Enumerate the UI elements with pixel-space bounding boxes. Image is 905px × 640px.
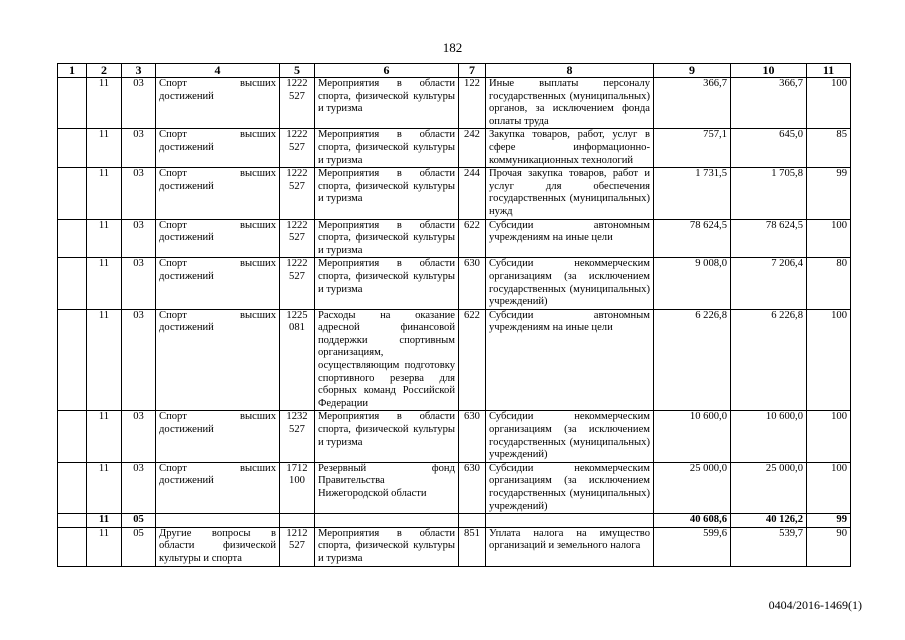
cell-percent: 85 <box>807 129 851 168</box>
cell-purpose: Мероприятия в области спорта, физической культуры и туризма <box>315 411 459 462</box>
cell-purpose: Расходы на оказание адресной финансовой поддержки спортивным организациям, осуществляющим подготовку спортивного резерва для сборных команд Российской Федерации <box>315 309 459 411</box>
cell-target-code <box>280 527 315 566</box>
cell-expense-code: 851 <box>459 527 486 566</box>
cell-purpose: Мероприятия в области спорта, физической культуры и туризма <box>315 219 459 258</box>
cell-name: Спорт высших достижений <box>156 411 280 462</box>
cell-expense-type: Субсидии автономным учреждениям на иные цели <box>486 309 654 411</box>
cell-expense-code: 122 <box>459 78 486 129</box>
cell-plan: 6 226,8 <box>654 309 731 411</box>
cell-expense-code: 622 <box>459 309 486 411</box>
cell-percent: 80 <box>807 258 851 309</box>
cell-executed: 10 600,0 <box>731 411 807 462</box>
cell-expense-type: Субсидии некоммерческим организациям (за исключением государственных (муниципальных) учреждений) <box>486 258 654 309</box>
code-part-b: 527 <box>289 232 305 244</box>
cell-col1 <box>58 309 87 411</box>
cell-target-code <box>280 219 315 258</box>
cell-percent-total: 99 <box>807 514 851 528</box>
col-header-6: 6 <box>315 64 459 78</box>
cell-expense-type: Уплата налога на имущество организаций и земельного налога <box>486 527 654 566</box>
cell-executed: 6 226,8 <box>731 309 807 411</box>
code-part-a: 1222 <box>286 168 308 180</box>
cell-expense-type: Субсидии некоммерческим организациям (за исключением государственных (муниципальных) учреждений) <box>486 411 654 462</box>
cell-subsection: 05 <box>122 527 156 566</box>
col-header-7: 7 <box>459 64 486 78</box>
code-part-a: 1222 <box>286 78 308 89</box>
col-header-11: 11 <box>807 64 851 78</box>
cell-subsection: 03 <box>122 309 156 411</box>
col-header-2: 2 <box>87 64 122 78</box>
col-header-8: 8 <box>486 64 654 78</box>
cell-section: 11 <box>87 219 122 258</box>
cell-plan: 1 731,5 <box>654 168 731 219</box>
cell-subsection: 03 <box>122 462 156 513</box>
table-row <box>58 78 851 129</box>
table-row <box>58 219 851 258</box>
cell-section: 11 <box>87 462 122 513</box>
cell-expense-code: 630 <box>459 411 486 462</box>
cell-expense-code: 630 <box>459 258 486 309</box>
col-header-3: 3 <box>122 64 156 78</box>
cell-subsection: 03 <box>122 219 156 258</box>
cell-expense-code: 622 <box>459 219 486 258</box>
cell-name: Спорт высших достижений <box>156 258 280 309</box>
cell-expense-type: Субсидии автономным учреждениям на иные цели <box>486 219 654 258</box>
code-part-a: 1222 <box>286 258 308 270</box>
cell-target-code <box>280 78 315 129</box>
code-part-b: 527 <box>289 424 305 436</box>
col-header-4: 4 <box>156 64 280 78</box>
cell-percent: 90 <box>807 527 851 566</box>
code-part-b: 527 <box>289 141 305 153</box>
cell-section: 11 <box>87 78 122 129</box>
code-part-b: 527 <box>289 90 305 102</box>
cell-purpose: Мероприятия в области спорта, физической культуры и туризма <box>315 258 459 309</box>
code-part-a: 1712 <box>286 462 308 474</box>
cell-purpose: Мероприятия в области спорта, физической культуры и туризма <box>315 168 459 219</box>
col-header-9: 9 <box>654 64 731 78</box>
code-part-b: 527 <box>289 180 305 192</box>
cell-expense-code: 244 <box>459 168 486 219</box>
cell-percent: 100 <box>807 411 851 462</box>
cell-target-code <box>280 168 315 219</box>
cell-subsection: 05 <box>122 514 156 528</box>
code-part-b: 527 <box>289 540 305 552</box>
code-part-a: 1225 <box>286 309 308 321</box>
cell-plan: 366,7 <box>654 78 731 129</box>
code-part-a: 1222 <box>286 219 308 231</box>
cell-plan: 78 624,5 <box>654 219 731 258</box>
cell-empty <box>280 514 315 528</box>
cell-plan: 9 008,0 <box>654 258 731 309</box>
cell-empty <box>156 514 280 528</box>
cell-percent: 99 <box>807 168 851 219</box>
cell-plan: 599,6 <box>654 527 731 566</box>
cell-executed: 366,7 <box>731 78 807 129</box>
header-row <box>58 64 851 78</box>
cell-executed: 645,0 <box>731 129 807 168</box>
document-code: 0404/2016-1469(1) <box>768 598 862 612</box>
cell-plan-total: 40 608,6 <box>654 514 731 528</box>
cell-percent: 100 <box>807 309 851 411</box>
cell-col1 <box>58 258 87 309</box>
cell-executed: 78 624,5 <box>731 219 807 258</box>
cell-section: 11 <box>87 309 122 411</box>
subsection-total-row <box>58 514 851 528</box>
cell-section: 11 <box>87 514 122 528</box>
page-number: 182 <box>442 40 463 55</box>
cell-executed: 7 206,4 <box>731 258 807 309</box>
cell-name: Спорт высших достижений <box>156 168 280 219</box>
cell-plan: 25 000,0 <box>654 462 731 513</box>
cell-empty <box>486 514 654 528</box>
cell-section: 11 <box>87 527 122 566</box>
cell-plan: 10 600,0 <box>654 411 731 462</box>
cell-target-code <box>280 258 315 309</box>
col-header-1: 1 <box>58 64 87 78</box>
budget-table <box>57 63 851 567</box>
cell-subsection: 03 <box>122 129 156 168</box>
code-part-b: 100 <box>289 475 305 487</box>
cell-target-code <box>280 309 315 411</box>
cell-purpose: Резервный фонд Правительства Нижегородской области <box>315 462 459 513</box>
cell-section: 11 <box>87 168 122 219</box>
cell-target-code <box>280 462 315 513</box>
cell-percent: 100 <box>807 462 851 513</box>
cell-name: Другие вопросы в области физической культуры и спорта <box>156 527 280 566</box>
cell-executed: 1 705,8 <box>731 168 807 219</box>
table-row <box>58 462 851 513</box>
table-row <box>58 168 851 219</box>
cell-name: Спорт высших достижений <box>156 129 280 168</box>
cell-executed-total: 40 126,2 <box>731 514 807 528</box>
cell-subsection: 03 <box>122 78 156 129</box>
cell-col1 <box>58 411 87 462</box>
code-part-a: 1232 <box>286 411 308 423</box>
cell-section: 11 <box>87 129 122 168</box>
table-row <box>58 309 851 411</box>
code-part-b: 527 <box>289 270 305 282</box>
cell-col1 <box>58 462 87 513</box>
cell-expense-type: Иные выплаты персоналу государственных (муниципальных) органов, за исключением фонда оплаты труда <box>486 78 654 129</box>
col-header-5: 5 <box>280 64 315 78</box>
code-part-a: 1222 <box>286 129 308 141</box>
table-row <box>58 527 851 566</box>
cell-executed: 539,7 <box>731 527 807 566</box>
cell-expense-code: 242 <box>459 129 486 168</box>
col-header-10: 10 <box>731 64 807 78</box>
cell-subsection: 03 <box>122 258 156 309</box>
code-part-b: 081 <box>289 322 305 334</box>
cell-subsection: 03 <box>122 411 156 462</box>
cell-plan: 757,1 <box>654 129 731 168</box>
table-row <box>58 411 851 462</box>
cell-purpose: Мероприятия в области спорта, физической культуры и туризма <box>315 527 459 566</box>
cell-empty <box>315 514 459 528</box>
cell-executed: 25 000,0 <box>731 462 807 513</box>
cell-target-code <box>280 129 315 168</box>
cell-section: 11 <box>87 258 122 309</box>
cell-col1 <box>58 527 87 566</box>
cell-name: Спорт высших достижений <box>156 78 280 129</box>
cell-subsection: 03 <box>122 168 156 219</box>
cell-name: Спорт высших достижений <box>156 309 280 411</box>
cell-col1 <box>58 129 87 168</box>
cell-percent: 100 <box>807 78 851 129</box>
cell-empty <box>459 514 486 528</box>
cell-expense-type: Прочая закупка товаров, работ и услуг для обеспечения государственных (муниципальных) нужд <box>486 168 654 219</box>
cell-name: Спорт высших достижений <box>156 462 280 513</box>
cell-section: 11 <box>87 411 122 462</box>
cell-expense-code: 630 <box>459 462 486 513</box>
cell-percent: 100 <box>807 219 851 258</box>
code-part-a: 1212 <box>286 527 308 539</box>
cell-purpose: Мероприятия в области спорта, физической культуры и туризма <box>315 78 459 129</box>
cell-col1 <box>58 78 87 129</box>
cell-col1 <box>58 168 87 219</box>
cell-col1 <box>58 219 87 258</box>
cell-expense-type: Закупка товаров, работ, услуг в сфере информационно-коммуникационных технологий <box>486 129 654 168</box>
cell-name: Спорт высших достижений <box>156 219 280 258</box>
cell-col1 <box>58 514 87 528</box>
cell-expense-type: Субсидии некоммерческим организациям (за исключением государственных (муниципальных) учреждений) <box>486 462 654 513</box>
cell-target-code <box>280 411 315 462</box>
table-row <box>58 129 851 168</box>
table-row <box>58 258 851 309</box>
cell-purpose: Мероприятия в области спорта, физической культуры и туризма <box>315 129 459 168</box>
